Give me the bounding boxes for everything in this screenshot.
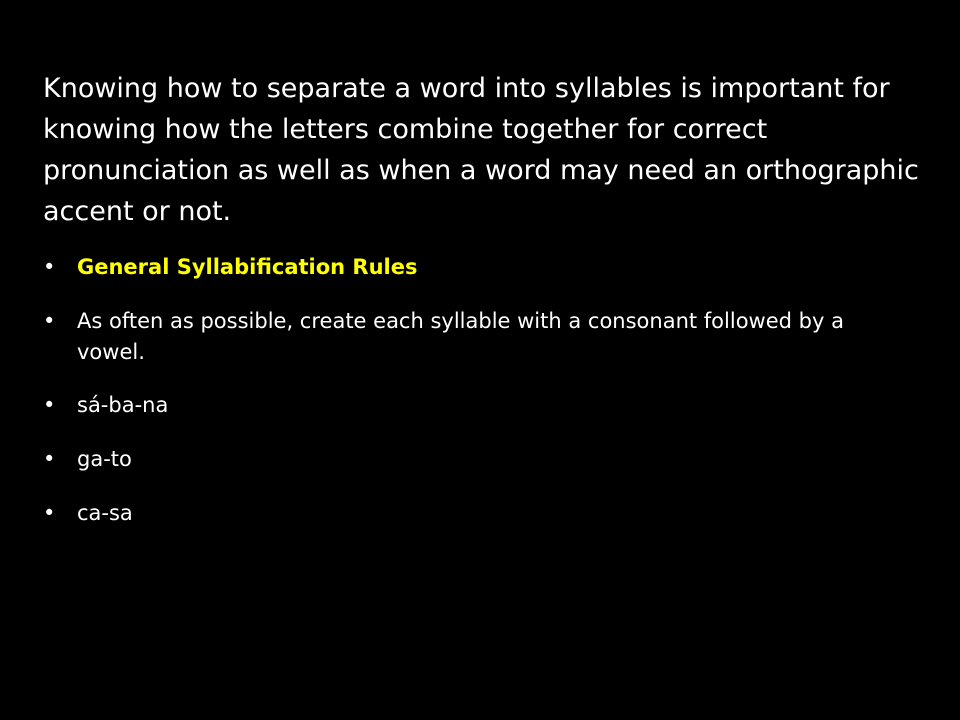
bullet-dot-icon: • <box>43 501 56 525</box>
bullet-text: ca-sa <box>77 501 133 525</box>
intro-paragraph: Knowing how to separate a word into syllables is important for knowing how the letters combine together for correct pronunciation as well as when a word may need an orthographic accent or not. <box>43 73 919 227</box>
bullet-text: ga-to <box>77 447 132 471</box>
bullet-item-example <box>43 498 903 529</box>
bullet-dot-icon: • <box>43 393 56 417</box>
bullet-text: As often as possible, create each syllable with a consonant followed by a vowel. <box>77 309 844 364</box>
bullet-list <box>43 252 903 552</box>
bullet-text: General Syllabification Rules <box>77 255 418 279</box>
bullet-text: sá-ba-na <box>77 393 169 417</box>
bullet-item-rule <box>43 306 903 368</box>
bullet-item-example <box>43 444 903 475</box>
bullet-dot-icon: • <box>43 447 56 471</box>
bullet-item-example <box>43 390 903 421</box>
bullet-item-rules-heading <box>43 252 903 283</box>
bullet-dot-icon: • <box>43 309 56 333</box>
bullet-dot-icon: • <box>43 255 56 279</box>
